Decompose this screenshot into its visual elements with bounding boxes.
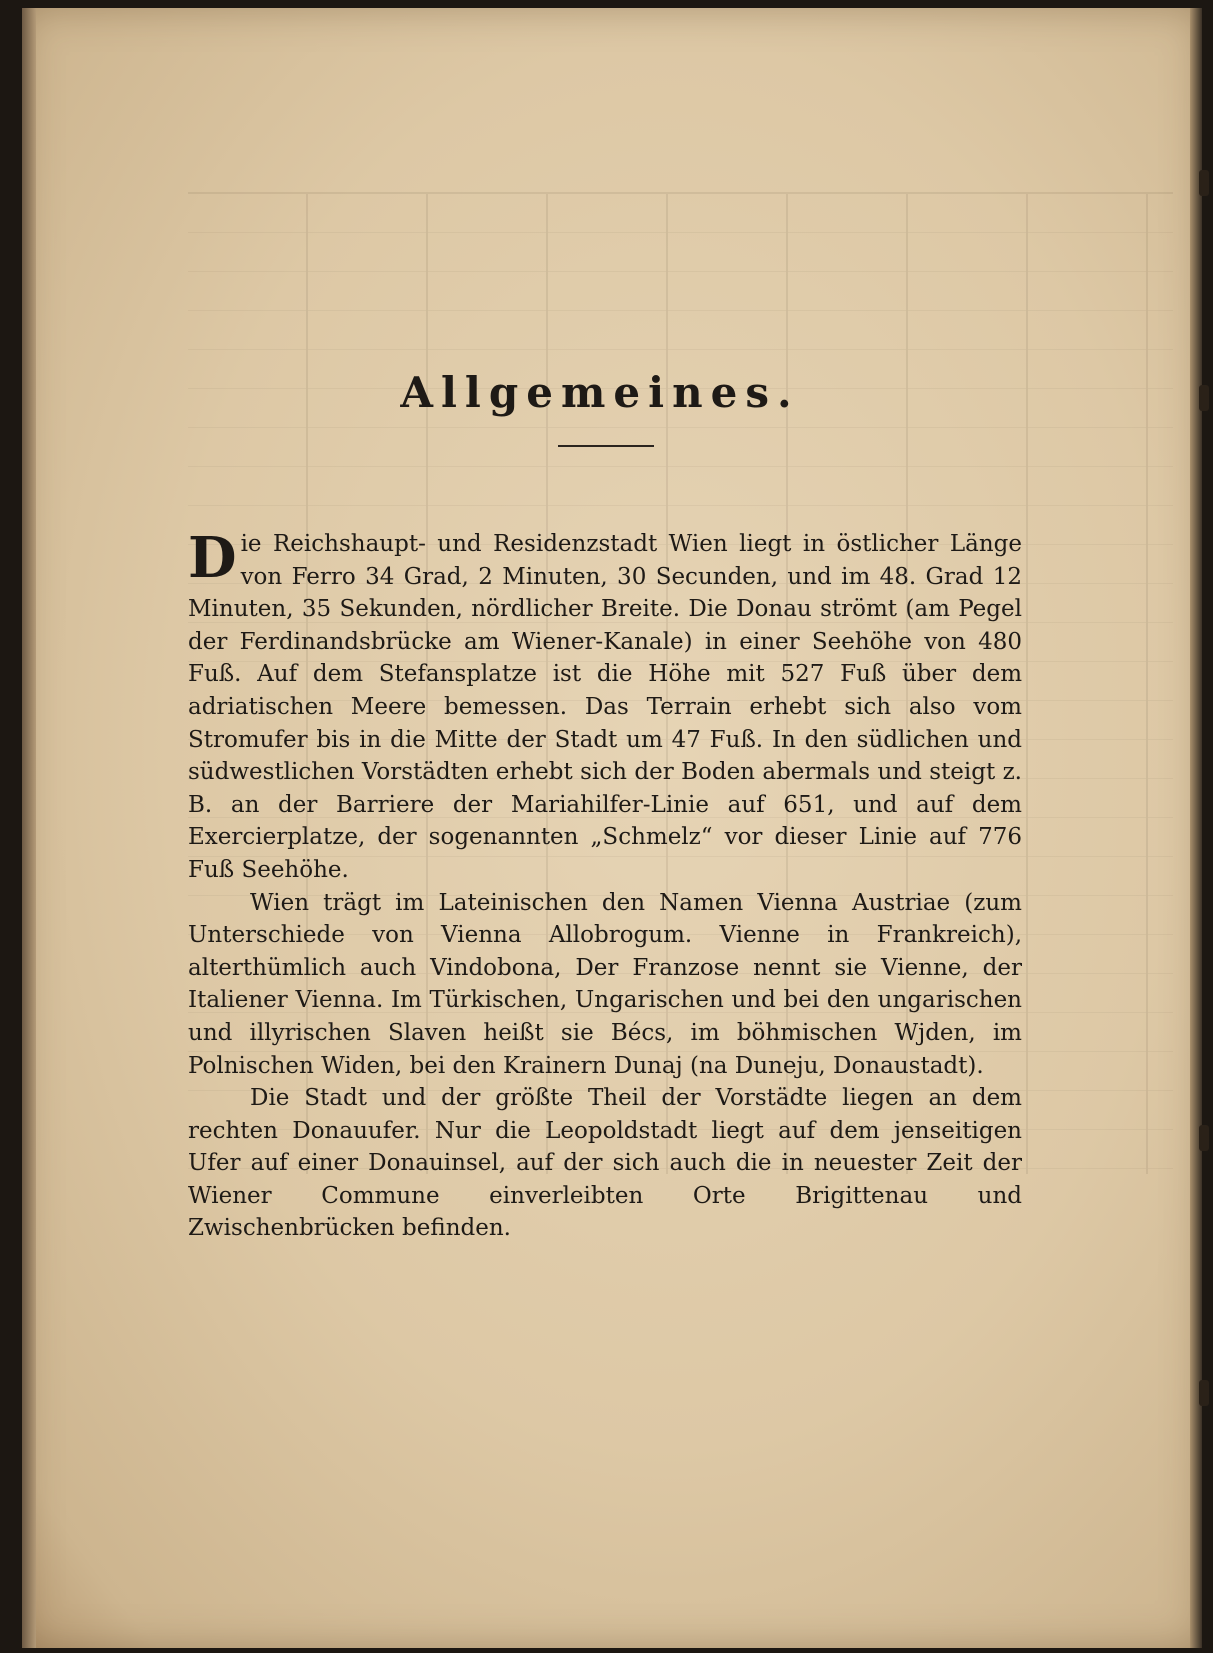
paragraph-1 (188, 525, 1022, 887)
paragraph-3: Die Stadt und der größte Theil der Vorstädte liegen an dem rechten Donauufer. Nur die Leopoldstadt liegt auf dem jenseitigen Ufer auf einer Donauinsel, auf der sich auch die in neuester Zeit der Wiener Commune einverleibten Orte Brigittenau und Zwischenbrücken befinden. (188, 1085, 1022, 1242)
binding-thread-mark (1199, 1380, 1209, 1406)
paragraph-2: Wien trägt im Lateinischen den Namen Vienna Austriae (zum Unterschiede von Vienna Allobrogum. Vienne in Frankreich), alterthümlich auch Vindobona, Der Franzose nennt sie Vienne, der Italiener Vienna. Im Türkischen, Ungarischen und bei den ungarischen und illyrischen Slaven heißt sie Bécs, im böhmischen Wjden, im Polnischen Widen, bei den Krainern Dunaj (na Duneju, Donaustadt). (188, 889, 1022, 1079)
binding-thread-mark (1199, 385, 1209, 411)
binding-thread-mark (1199, 1125, 1209, 1151)
paragraph-1-text: ie Reichshaupt- und Residenzstadt Wien liegt in östlicher Länge von Ferro 34 Grad, 2 Minuten, 30 Secunden, und im 48. Grad 12 Minuten, 35 Sekunden, nördlicher Breite. Die Donau strömt (am Pegel der Ferdinandsbrücke am Wiener-Kanale) in einer Seehöhe von 480 Fuß. Auf dem Stefansplatze ist die Höhe mit 527 Fuß über dem adriatischen Meere bemessen. Das Terrain erhebt sich also vom Stromufer bis in die Mitte der Stadt um 47 Fuß. In den südlichen und südwestlichen Vorstädten erhebt sich der Boden abermals und steigt z. B. an der Barriere der Mariahilfer-Linie auf 651, und auf dem Exercierplatze, der sogenannten „Schmelz“ vor dieser Linie auf 776 Fuß Seehöhe. (188, 531, 1022, 883)
binding-thread-mark (1199, 170, 1209, 196)
title-divider (558, 445, 654, 447)
body-text (188, 525, 1022, 1245)
drop-cap: D (188, 525, 237, 591)
chapter-title: Allgemeines. (400, 368, 800, 417)
page-gutter-edge (22, 8, 36, 1648)
